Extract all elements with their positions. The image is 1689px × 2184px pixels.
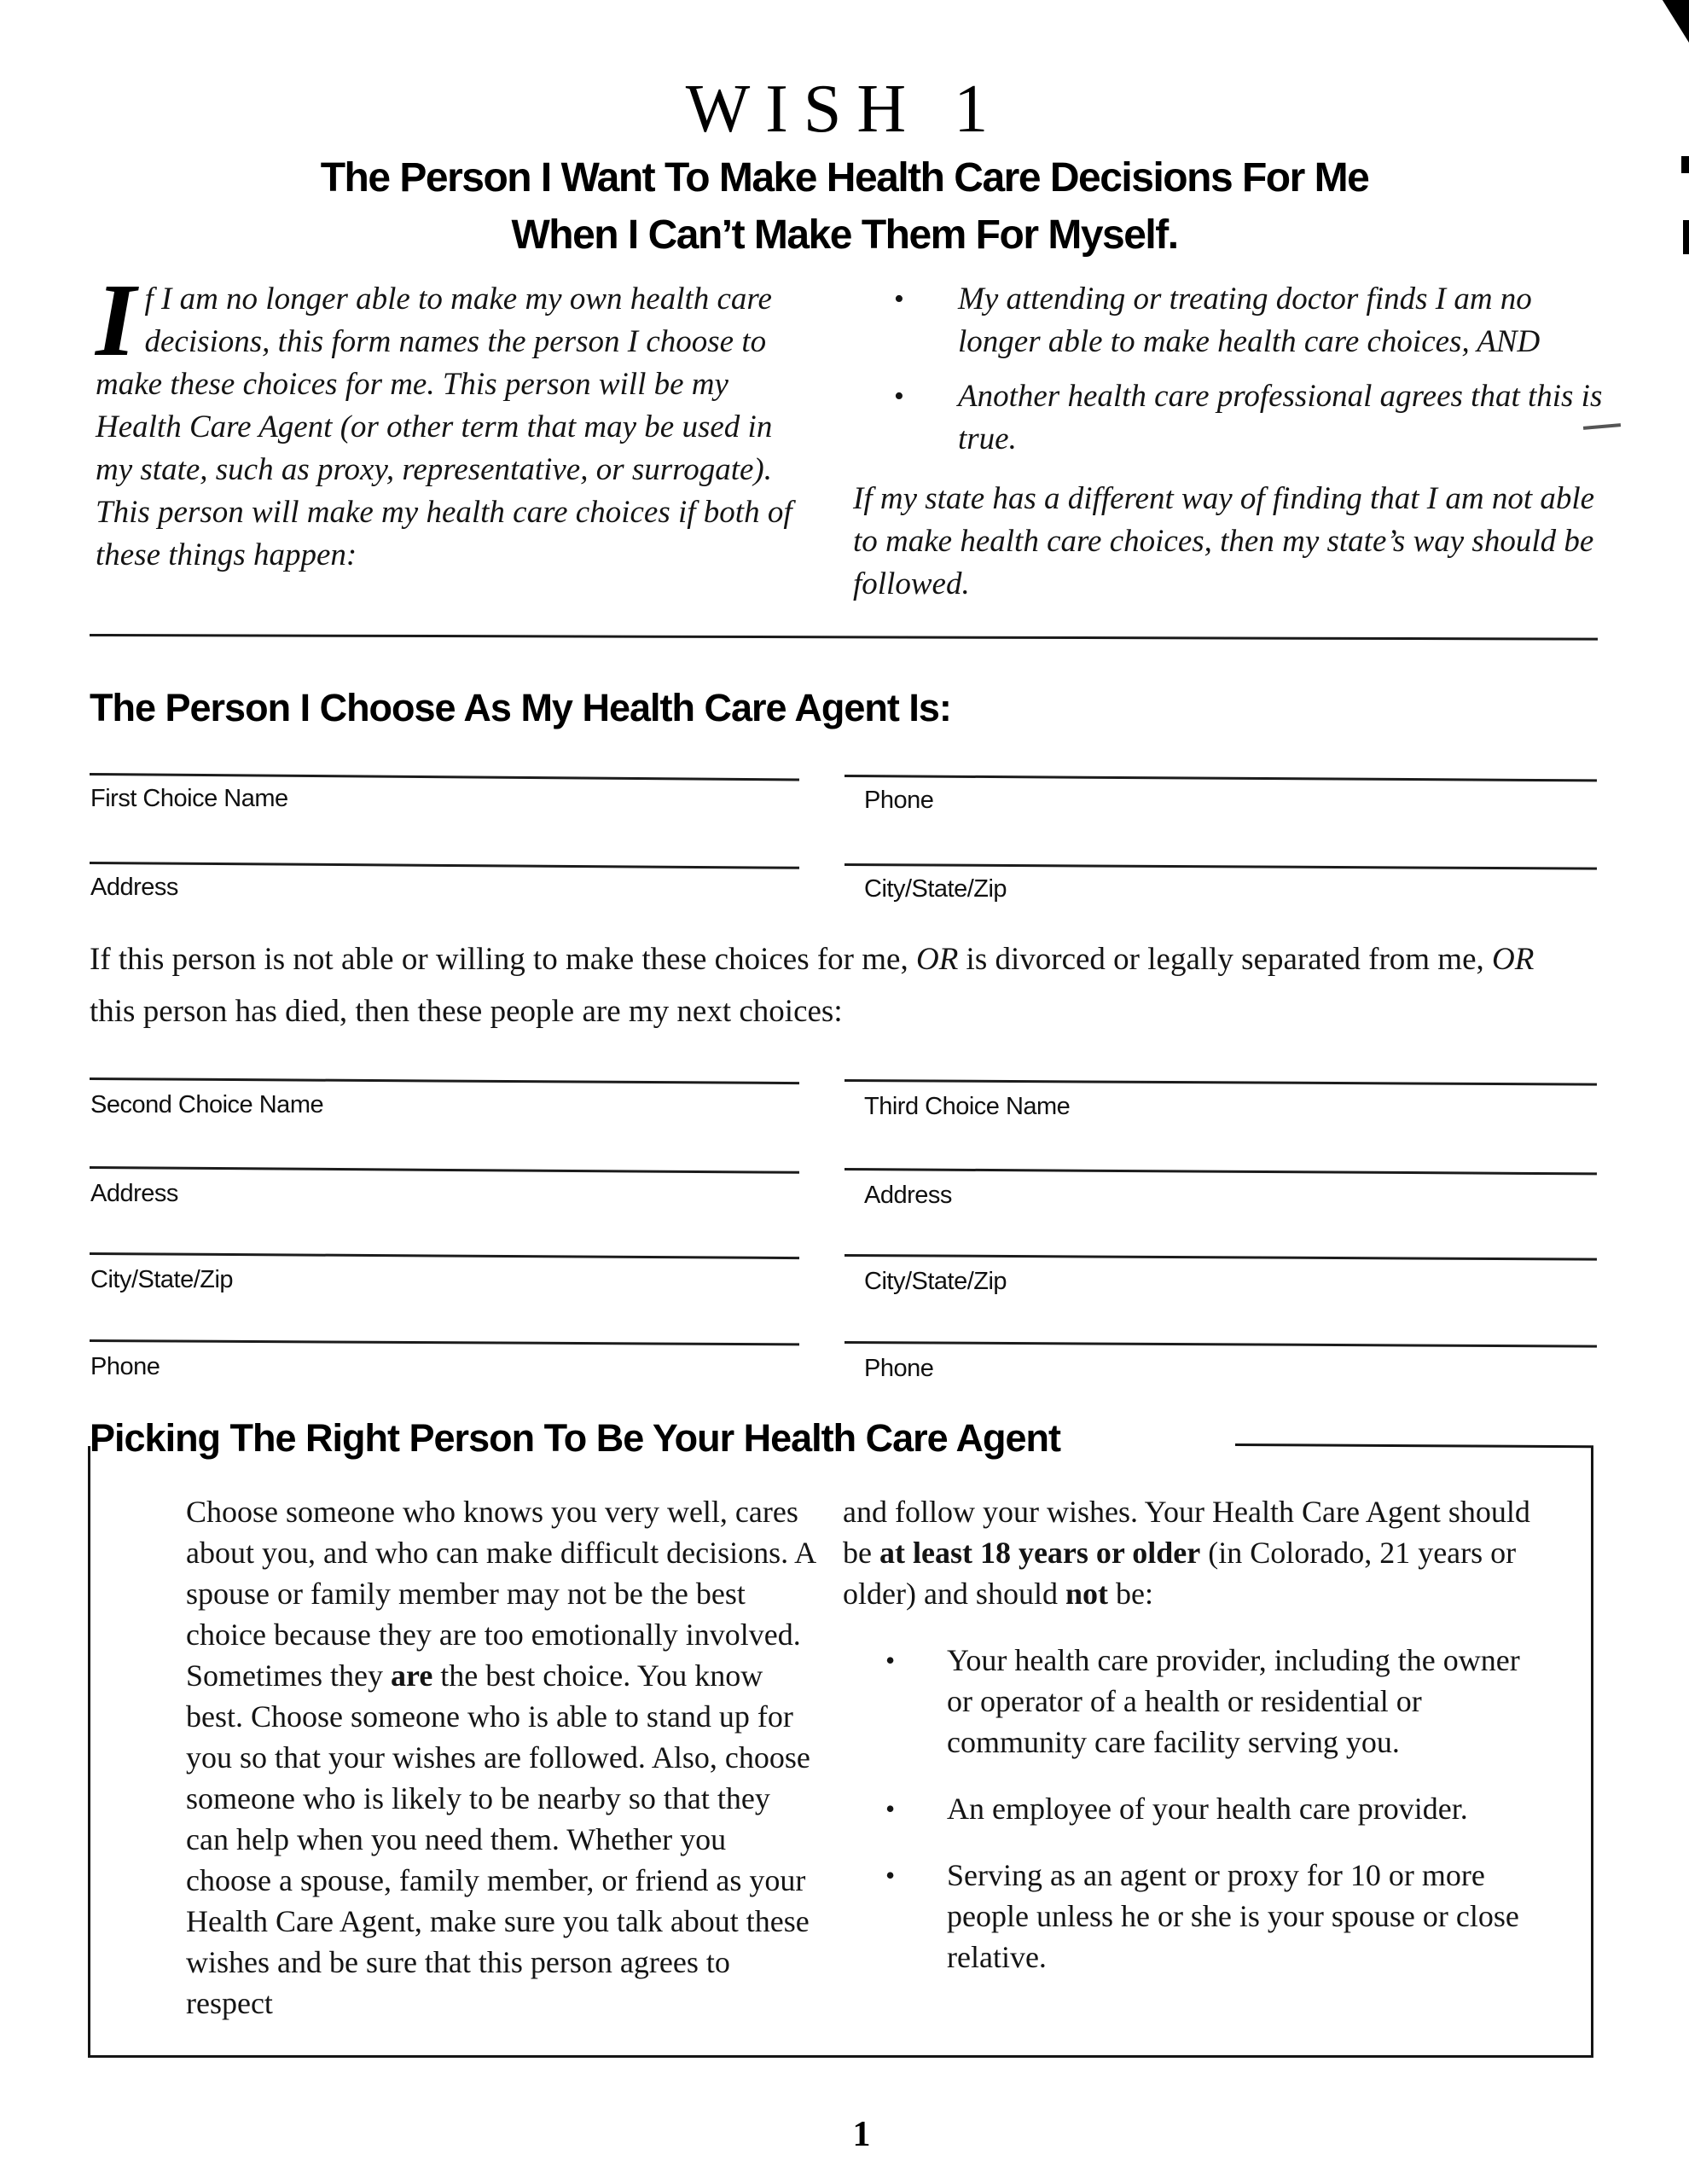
field-label-phone: Phone: [90, 1353, 160, 1380]
wish-subtitle-line2: When I Can’t Make Them For Myself.: [511, 212, 1178, 258]
drop-cap: I: [96, 263, 136, 378]
intro-closing-paragraph: If my state has a different way of finding that I am not able to make health care choices, then my state’s way should be followed.: [853, 481, 1595, 601]
intro-bullet-text: Another health care professional agrees that this is true.: [958, 379, 1603, 456]
fill-line-phone-third: [844, 1341, 1597, 1348]
picking-section-heading: Picking The Right Person To Be Your Health Care Agent: [90, 1416, 1061, 1460]
picking-paragraph-left: Choose someone who knows you very well, cares about you, and who can make difficult decisions. A spouse or family member may not be the best choice because they are too emotionally involved. Sometimes they are the best choice. You know best. Choose someone who is able to stand up for you so that your wishes are followed. Also, choose someone who is likely to be nearby so that they can help when you need them. Whether you choose a spouse, family member, or friend as your Health Care Agent, make sure you talk about these wishes and be sure that this person agrees to respect: [186, 1495, 815, 2020]
fill-line-city-state-zip-third: [844, 1254, 1597, 1261]
page-number: 1: [852, 2115, 871, 2154]
field-label-third-choice-name: Third Choice Name: [864, 1093, 1071, 1120]
picking-right-intro: and follow your wishes. Your Health Care Agent should be at least 18 years or older (in Colorado, 21 years or older) and should not be:: [843, 1495, 1530, 1611]
bullet-icon: •: [885, 1860, 896, 1891]
bullet-icon: •: [894, 380, 904, 412]
field-label-phone: Phone: [864, 787, 934, 814]
fill-line-phone: [844, 775, 1597, 781]
section-divider-rule: [90, 634, 1598, 641]
picking-bullet-text: An employee of your health care provider.: [947, 1792, 1468, 1826]
field-label-second-choice-name: Second Choice Name: [90, 1091, 324, 1118]
picking-bullet-item: [843, 1855, 1549, 1978]
bullet-icon: •: [885, 1793, 896, 1824]
field-label-address: Address: [90, 874, 178, 901]
fill-line-city-state-zip: [844, 863, 1597, 870]
bullet-icon: •: [885, 1645, 896, 1676]
field-label-address: Address: [864, 1182, 952, 1209]
field-label-city-state-zip: City/State/Zip: [864, 875, 1007, 903]
intro-bullet-item: [853, 375, 1607, 461]
intro-bullet-item: [853, 278, 1607, 363]
fill-line-address-third: [844, 1168, 1597, 1175]
scan-corner-artifact: [1657, 0, 1689, 43]
fill-line-third-choice-name: [844, 1079, 1597, 1086]
fallback-choices-paragraph: If this person is not able or willing to make these choices for me, OR is divorced or legally separated from me, OR this person has died, then these people are my next choices:: [90, 942, 1535, 1029]
fill-line-first-choice-name: [90, 773, 799, 781]
field-label-first-choice-name: First Choice Name: [90, 785, 288, 812]
picking-bullet-item: [843, 1788, 1549, 1829]
wish-subtitle: [0, 149, 1689, 264]
wish-subtitle-line1: The Person I Want To Make Health Care Decisions For Me: [320, 155, 1369, 200]
field-label-phone: Phone: [864, 1355, 934, 1382]
field-label-city-state-zip: City/State/Zip: [90, 1266, 234, 1293]
intro-column-right: [853, 278, 1607, 606]
fill-line-city-state-zip-second: [90, 1252, 799, 1259]
intro-text: f I am no longer able to make my own health care decisions, this form names the person I choose to make these choices for me. This person will be my Health Care Agent (or other term that may be used in my state, such as proxy, representative, or surrogate). This person will make my health care choices if both of these things happen:: [96, 282, 792, 572]
intro-bullet-text: My attending or treating doctor finds I am no longer able to make health care choices, AND: [958, 282, 1541, 359]
field-label-city-state-zip: City/State/Zip: [864, 1268, 1007, 1295]
field-label-address: Address: [90, 1180, 178, 1207]
intro-paragraph-left: [96, 263, 810, 577]
agent-section-heading: The Person I Choose As My Health Care Agent Is:: [90, 686, 951, 729]
fill-line-second-choice-name: [90, 1077, 799, 1084]
bullet-icon: •: [894, 283, 904, 315]
wish-number-title: WISH 1: [685, 72, 1004, 147]
fill-line-address-second: [90, 1166, 799, 1174]
picking-bullet-text: Serving as an agent or proxy for 10 or more people unless he or she is your spouse or close relative.: [947, 1858, 1519, 1974]
fill-line-phone-second: [90, 1339, 799, 1345]
picking-column-right: [843, 1491, 1549, 1978]
picking-bullet-item: [843, 1640, 1549, 1763]
fill-line-address: [90, 862, 799, 869]
picking-bullet-text: Your health care provider, including the owner or operator of a health or residential or community care facility serving you.: [947, 1643, 1520, 1759]
